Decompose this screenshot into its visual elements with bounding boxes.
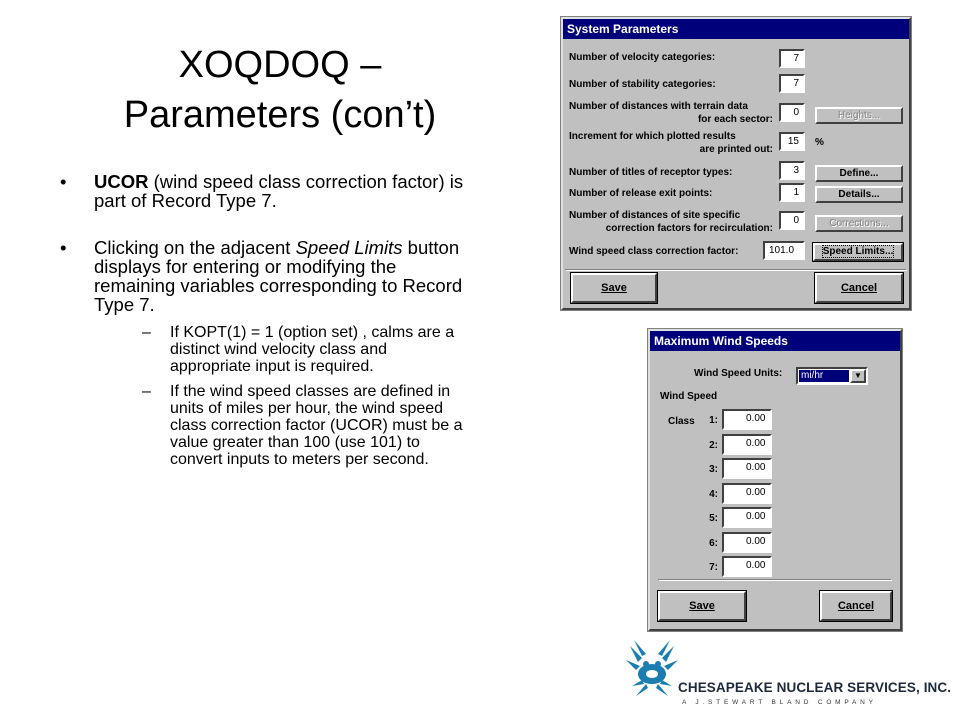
cancel-button-label: Cancel [840, 282, 878, 294]
bullet-icon: • [60, 171, 67, 192]
company-logo [620, 636, 952, 712]
company-name: CHESAPEAKE NUCLEAR SERVICES, INC. [678, 680, 952, 695]
class-speed-input[interactable]: 0.00 [722, 507, 772, 528]
titles-input[interactable]: 3 [779, 161, 805, 180]
class-speed-input[interactable]: 0.00 [722, 458, 772, 479]
class-number-label: 5: [709, 513, 718, 524]
slide-title-line1: XOQDOQ – [178, 44, 382, 86]
increment-input[interactable]: 15 [779, 132, 805, 151]
class-number-label: 1: [709, 415, 718, 426]
cancel-button-label: Cancel [837, 600, 875, 612]
titles-label: Number of titles of receptor types: [569, 167, 733, 178]
class-speed-input[interactable]: 0.00 [722, 483, 772, 504]
bullet-list [60, 172, 470, 496]
distances-input[interactable]: 0 [779, 103, 805, 122]
wind-speed-group-label: Wind Speed [660, 391, 718, 402]
sub-bullet-kopt [94, 324, 470, 375]
release-label: Number of release exit points: [569, 188, 713, 199]
class-number-label: 3: [709, 464, 718, 475]
class-number-label: 4: [709, 488, 718, 500]
increment-label-2: are printed out: [699, 144, 773, 155]
units-label: Wind Speed Units: [694, 368, 783, 379]
sub-bullet-mph [94, 383, 470, 468]
max-wind-speeds-dialog [648, 329, 902, 631]
ucor-input[interactable]: 101.0 [763, 241, 805, 260]
site-label-1: Number of distances of site specific [569, 210, 741, 221]
bullet-icon: • [60, 237, 67, 258]
percent-unit-label: % [815, 137, 824, 148]
dialog-title: System Parameters [563, 19, 909, 39]
distances-label-1: Number of distances with terrain data [569, 101, 748, 112]
company-tagline: A J.STEWART BLAND COMPANY [682, 699, 877, 706]
dialog-title: Maximum Wind Speeds [650, 331, 900, 351]
class-number-label: 7: [709, 562, 718, 573]
units-select[interactable] [796, 367, 868, 385]
site-label-2: correction factors for recirculation: [605, 223, 773, 234]
bullet-speed-limits-pre: Clicking on the adjacent [94, 237, 296, 258]
bullet-ucor-term: UCOR [94, 171, 149, 192]
class-speed-input[interactable]: 0.00 [722, 532, 772, 553]
velocity-label: Number of velocity categories: [569, 52, 716, 63]
stability-label: Number of stability categories: [569, 79, 716, 90]
system-parameters-dialog [561, 17, 911, 310]
slide-title-line2: Parameters (con’t) [123, 94, 437, 136]
save-button-label: Save [689, 600, 715, 612]
divider [658, 579, 892, 581]
stability-input[interactable]: 7 [779, 74, 805, 93]
slide-title [40, 40, 520, 140]
dash-icon: – [142, 383, 151, 400]
details-button[interactable]: Details... [815, 186, 903, 203]
ucor-label: Wind speed class correction factor: [569, 246, 739, 257]
units-select-value: mi/hr [799, 370, 849, 382]
velocity-input[interactable]: 7 [779, 49, 805, 68]
cancel-button[interactable] [820, 591, 892, 621]
class-number-label: 2: [709, 439, 718, 451]
corrections-button[interactable]: Corrections... [815, 215, 903, 232]
speed-limits-button[interactable] [813, 243, 903, 261]
bullet-speed-limits-post: button displays for entering or modifying the remaining variables corresponding to Record Type 7. [94, 237, 463, 315]
bullet-ucor [60, 172, 470, 210]
save-button-label: Save [601, 282, 627, 294]
bullet-speed-limits [60, 238, 470, 468]
sub-bullet-mph-text: If the wind speed classes are defined in units of miles per hour, the wind speed class correction factor (UCOR) must be a value greater than 100 (use 101) to convert inputs to meters per second. [170, 383, 463, 468]
class-speed-input[interactable]: 0.00 [722, 434, 772, 455]
release-input[interactable]: 1 [779, 183, 805, 202]
cancel-button[interactable] [815, 273, 903, 303]
sub-bullet-kopt-text: If KOPT(1) = 1 (option set) , calms are a distinct wind velocity class and appropriate input is required. [170, 324, 455, 375]
bullet-speed-limits-italic: Speed Limits [295, 237, 403, 258]
increment-label-1: Increment for which plotted results [569, 131, 736, 142]
chevron-down-icon[interactable]: ▼ [850, 369, 866, 383]
dash-icon: – [142, 324, 151, 341]
class-number-label: 6: [709, 537, 718, 549]
divider [565, 269, 907, 271]
bullet-ucor-text: (wind speed class correction factor) is part of Record Type 7. [94, 171, 464, 211]
distances-label-2: for each sector: [697, 114, 773, 125]
class-label: Class [668, 416, 695, 427]
speed-limits-button-label: Speed Limits... [822, 246, 894, 257]
save-button[interactable] [658, 591, 746, 621]
crab-logo-icon [620, 636, 690, 708]
class-speed-input[interactable]: 0.00 [722, 409, 772, 430]
site-input[interactable]: 0 [779, 211, 805, 230]
heights-button[interactable]: Heights... [815, 107, 903, 124]
save-button[interactable] [571, 273, 657, 303]
define-button[interactable]: Define... [815, 165, 903, 182]
class-speed-input[interactable]: 0.00 [722, 556, 772, 577]
